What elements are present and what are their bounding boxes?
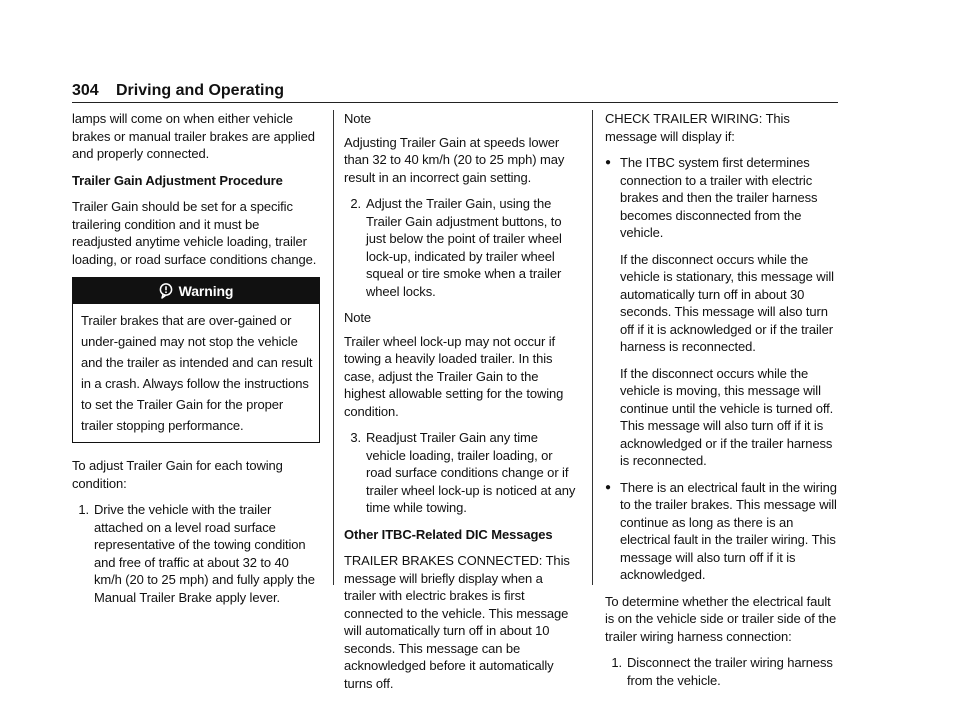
step-number: 2. [350,196,361,211]
note-label: Note [344,111,372,126]
step-number: 1. [611,655,622,670]
warning-text: Trailer brakes that are over-gained or under-gained may not stop the vehicle and the trailer as intended and can result in a crash. Always follow the instructions to set the Trailer Gain for the proper trailer stopping performance. [81,313,313,433]
note-label: Note [344,310,372,325]
bullet-item [605,154,841,242]
warning-box [72,277,320,443]
column-left [72,110,320,615]
step-item [72,501,320,606]
step-number: 3. [350,430,361,445]
paragraph: To adjust Trailer Gain for each towing condition: [72,458,283,491]
step-text: Disconnect the trailer wiring harness from the vehicle. [627,655,833,688]
bullet-icon: ● [605,157,611,168]
page-number: 304 [72,82,99,99]
step-number: 1. [78,502,89,517]
step-text: Readjust Trailer Gain any time vehicle loading, trailer loading, or road surface conditions change or if trailer wheel lock-up is noticed at any time while towing. [366,430,576,515]
column-middle [344,110,578,701]
sub-paragraph: If the disconnect occurs while the vehicle is moving, this message will continue until the vehicle is turned off. This message will also turn off if it is acknowledged or if the trailer harness is reconnected. [620,365,834,468]
bullet-text: There is an electrical fault in the wiring to the trailer brakes. This message will continue as long as there is an electrical fault in the trailer wiring. This message will also turn off if it is acknowledged. [620,479,837,582]
paragraph: lamps will come on when either vehicle brakes or manual trailer brakes are applied and properly connected. [72,111,315,161]
step-item [344,195,578,300]
sub-paragraph: If the disconnect occurs while the vehicle is stationary, this message will automatically turn off in about 30 seconds. This message will also turn off if it is acknowledged or if the trailer harness is reconnected. [620,251,834,354]
bullet-item [605,479,841,584]
bullet-text: The ITBC system first determines connection to a trailer with electric brakes and then the trailer harness becomes disconnected from the vehicle. [620,155,818,240]
step-text: Drive the vehicle with the trailer attached on a level road surface representative of the towing condition and free of traffic at about 32 to 40 km/h (20 to 25 mph) and fully apply the Manual Trailer Brake apply lever. [94,502,315,605]
step-item [605,654,841,689]
warning-header [73,278,319,304]
paragraph: To determine whether the electrical fault is on the vehicle side or trailer side of the trailer wiring harness connection: [605,593,837,644]
column-right [605,110,841,698]
section-title: Driving and Operating [116,82,285,99]
warning-icon [159,283,173,299]
note-text: Trailer wheel lock-up may not occur if towing a heavily loaded trailer. In this case, adjust the Trailer Gain to the highest allowable setting for the towing condition. [344,333,564,419]
bullet-icon: ● [605,481,611,493]
subheading: Other ITBC-Related DIC Messages [344,526,553,542]
subheading: Trailer Gain Adjustment Procedure [72,172,283,188]
paragraph: TRAILER BRAKES CONNECTED: This message will briefly display when a trailer with electric brakes is first connected to the vehicle. This message will automatically turn off in about 10 seconds. This message can be acknowledged before it automatically turns off. [344,553,570,691]
page-header [72,80,838,103]
note-text: Adjusting Trailer Gain at speeds lower than 32 to 40 km/h (20 to 25 mph) may result in an incorrect gain setting. [344,134,565,185]
step-text: Adjust the Trailer Gain, using the Trailer Gain adjustment buttons, to just below the point of trailer wheel lock-up, indicated by trailer wheel squeal or tire smoke when a trailer wheel locks. [366,196,562,299]
paragraph: Trailer Gain should be set for a specific trailering condition and it must be readjusted anytime vehicle loading, trailer loading, or road surface conditions change. [72,199,317,267]
column-divider [333,110,334,585]
warning-title: Warning [178,283,234,299]
paragraph: CHECK TRAILER WIRING: This message will display if: [605,111,790,144]
column-divider [592,110,593,585]
step-item [344,429,578,517]
